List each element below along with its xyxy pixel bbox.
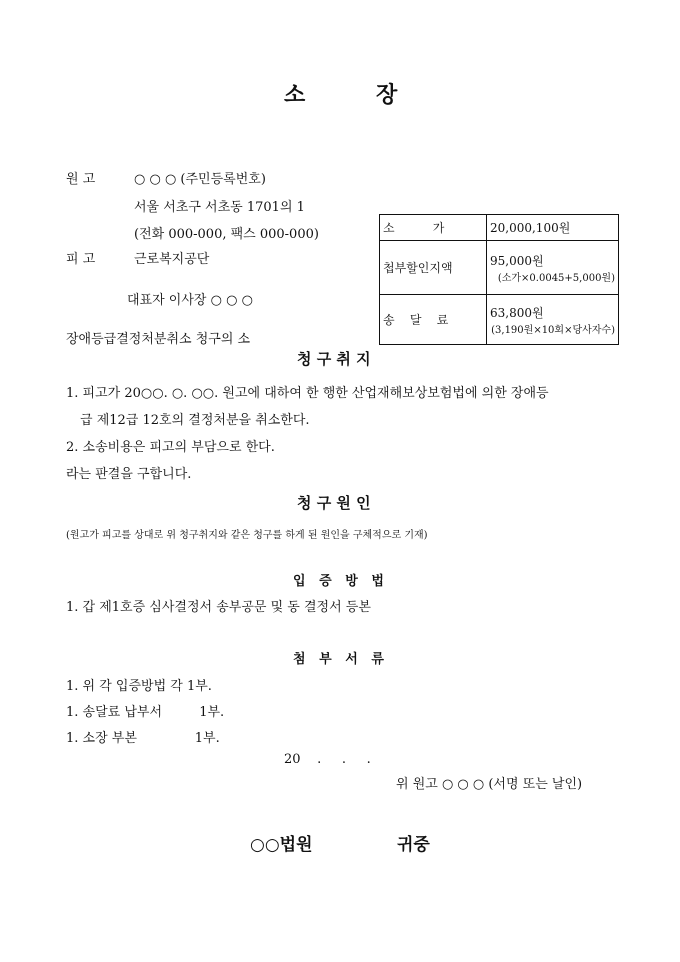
title-char-right: 장 (376, 82, 398, 108)
fee-value: 95,000원 (490, 253, 544, 268)
fee-note: (3,190원×10회×당사자수) (491, 324, 615, 336)
defendant-representative: 대표자 이사장 ○ ○ ○ (127, 293, 253, 308)
case-name: 장애등급결정처분취소 청구의 소 (66, 332, 251, 347)
fee-note: (소가×0.0045+5,000원) (497, 272, 615, 284)
evidence-item: 1. 갑 제1호증 심사결정서 송부공문 및 동 결정서 등본 (66, 600, 371, 615)
signature-line: 위 원고 ○ ○ ○ (서명 또는 날인) (396, 777, 583, 792)
fee-label: 첩부할인지액 (380, 241, 487, 295)
fee-label: 소 가 (380, 215, 487, 241)
plaintiff-phone: (전화 000-000, 팩스 000-000) (134, 227, 319, 242)
plaintiff-address: 서울 서초구 서초동 1701의 1 (134, 200, 305, 215)
date-line: 20 . . . (284, 752, 371, 767)
fee-table (379, 214, 619, 345)
fee-value: 20,000,100원 (487, 215, 619, 241)
attachment-item: 1. 송달료 납부서 1부. (66, 705, 225, 720)
claim-cause-heading: 청 구 원 인 (297, 494, 371, 512)
plaintiff-label: 원 고 (66, 172, 96, 187)
fee-label: 송 달 료 (380, 295, 487, 345)
court-name: ○○법원 (250, 835, 313, 855)
claim-cause-note: (원고가 피고를 상대로 위 청구취지와 같은 청구를 하게 된 원인을 구체적으로 기재) (66, 530, 428, 541)
claim-purpose-closing: 라는 판결을 구합니다. (66, 467, 192, 482)
fee-row-delivery (380, 295, 619, 345)
attachment-item: 1. 소장 부본 1부. (66, 731, 220, 746)
plaintiff-name: ○ ○ ○ (주민등록번호) (134, 172, 266, 187)
claim-purpose-item2: 2. 소송비용은 피고의 부담으로 한다. (66, 440, 275, 455)
defendant-name: 근로복지공단 (134, 252, 210, 267)
court-suffix: 귀중 (397, 835, 430, 855)
defendant-label: 피 고 (66, 252, 96, 267)
evidence-heading: 입 증 방 법 (293, 574, 384, 589)
fee-row-stamp (380, 241, 619, 295)
fee-row-claim-amount (380, 215, 619, 241)
attachment-item: 1. 위 각 입증방법 각 1부. (66, 679, 212, 694)
fee-value: 63,800원 (490, 305, 544, 320)
claim-purpose-heading: 청 구 취 지 (297, 350, 371, 368)
title-char-left: 소 (284, 82, 306, 108)
attachments-heading: 첨 부 서 류 (293, 652, 384, 667)
claim-purpose-item1-line1: 1. 피고가 20○○. ○. ○○. 원고에 대하여 한 행한 산업재해보상보험법에 의한 장애등 (66, 386, 549, 401)
claim-purpose-item1-line2: 급 제12급 12호의 결정처분을 취소한다. (80, 413, 310, 428)
